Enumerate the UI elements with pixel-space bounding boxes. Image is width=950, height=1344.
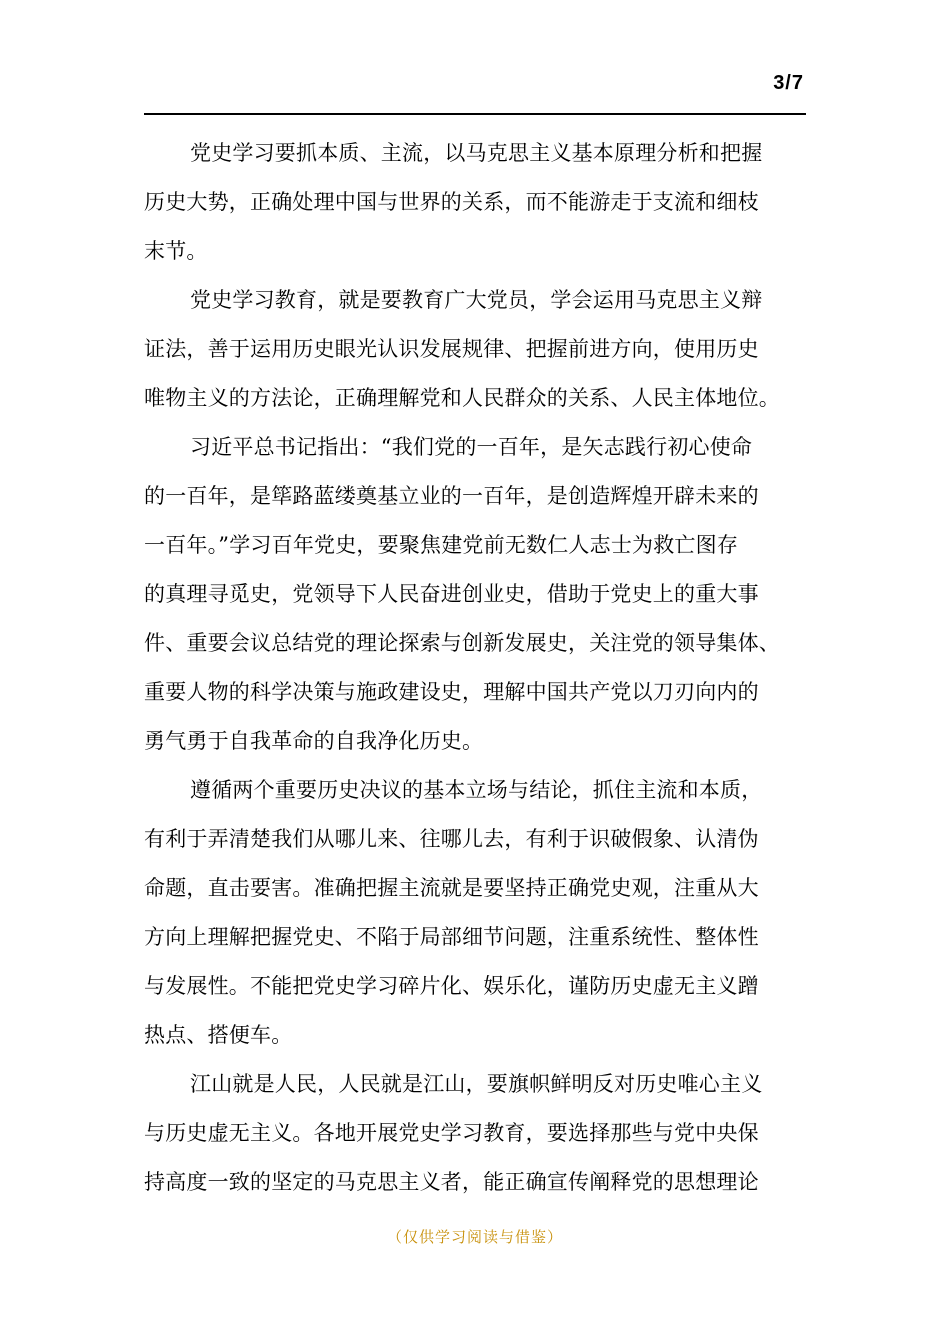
paragraph-line: 末节。	[144, 239, 208, 263]
header-divider	[144, 113, 806, 115]
paragraph-5	[144, 1060, 808, 1207]
paragraph-line: 有利于弄清楚我们从哪儿来、往哪儿去，有利于识破假象、认清伪	[144, 827, 759, 851]
paragraph-line: 重要人物的科学决策与施政建设史，理解中国共产党以刀刃向内的	[144, 680, 759, 704]
paragraph-line: 的一百年，是筚路蓝缕奠基立业的一百年，是创造辉煌开辟未来的	[144, 484, 759, 508]
paragraph-line: 历史大势，正确处理中国与世界的关系，而不能游走于支流和细枝	[144, 190, 759, 214]
paragraph-1	[144, 129, 808, 276]
paragraph-line: 一百年。”学习百年党史，要聚焦建党前无数仁人志士为救亡图存	[144, 533, 739, 557]
paragraph-line: 命题，直击要害。准确把握主流就是要坚持正确党史观，注重从大	[144, 876, 759, 900]
paragraph-line: 与发展性。不能把党史学习碎片化、娱乐化，谨防历史虚无主义蹭	[144, 974, 759, 998]
paragraph-line: 方向上理解把握党史、不陷于局部细节问题，注重系统性、整体性	[144, 925, 759, 949]
paragraph-line: 勇气勇于自我革命的自我净化历史。	[144, 729, 484, 753]
paragraph-line: 唯物主义的方法论，正确理解党和人民群众的关系、人民主体地位。	[144, 386, 780, 410]
paragraph-line: 遵循两个重要历史决议的基本立场与结论，抓住主流和本质，	[190, 778, 763, 802]
paragraph-line: 党史学习要抓本质、主流，以马克思主义基本原理分析和把握	[190, 141, 763, 165]
paragraph-line: 热点、搭便车。	[144, 1023, 293, 1047]
paragraph-3	[144, 423, 808, 766]
paragraph-line: 江山就是人民，人民就是江山，要旗帜鲜明反对历史唯心主义	[190, 1072, 763, 1096]
paragraph-line: 持高度一致的坚定的马克思主义者，能正确宣传阐释党的思想理论	[144, 1170, 759, 1194]
paragraph-line: 的真理寻觅史，党领导下人民奋进创业史，借助于党史上的重大事	[144, 582, 759, 606]
paragraph-line: 习近平总书记指出：“我们党的一百年，是矢志践行初心使命	[190, 435, 753, 459]
paragraph-line: 党史学习教育，就是要教育广大党员，学会运用马克思主义辩	[190, 288, 763, 312]
document-body	[144, 129, 808, 1207]
paragraph-2	[144, 276, 808, 423]
paragraph-line: 件、重要会议总结党的理论探索与创新发展史，关注党的领导集体、	[144, 631, 780, 655]
page-number: 3/7	[773, 72, 804, 94]
footer-note: （仅供学习阅读与借鉴）	[386, 1228, 563, 1246]
paragraph-line: 与历史虚无主义。各地开展党史学习教育，要选择那些与党中央保	[144, 1121, 759, 1145]
paragraph-line: 证法，善于运用历史眼光认识发展规律、把握前进方向，使用历史	[144, 337, 759, 361]
paragraph-4	[144, 766, 808, 1060]
